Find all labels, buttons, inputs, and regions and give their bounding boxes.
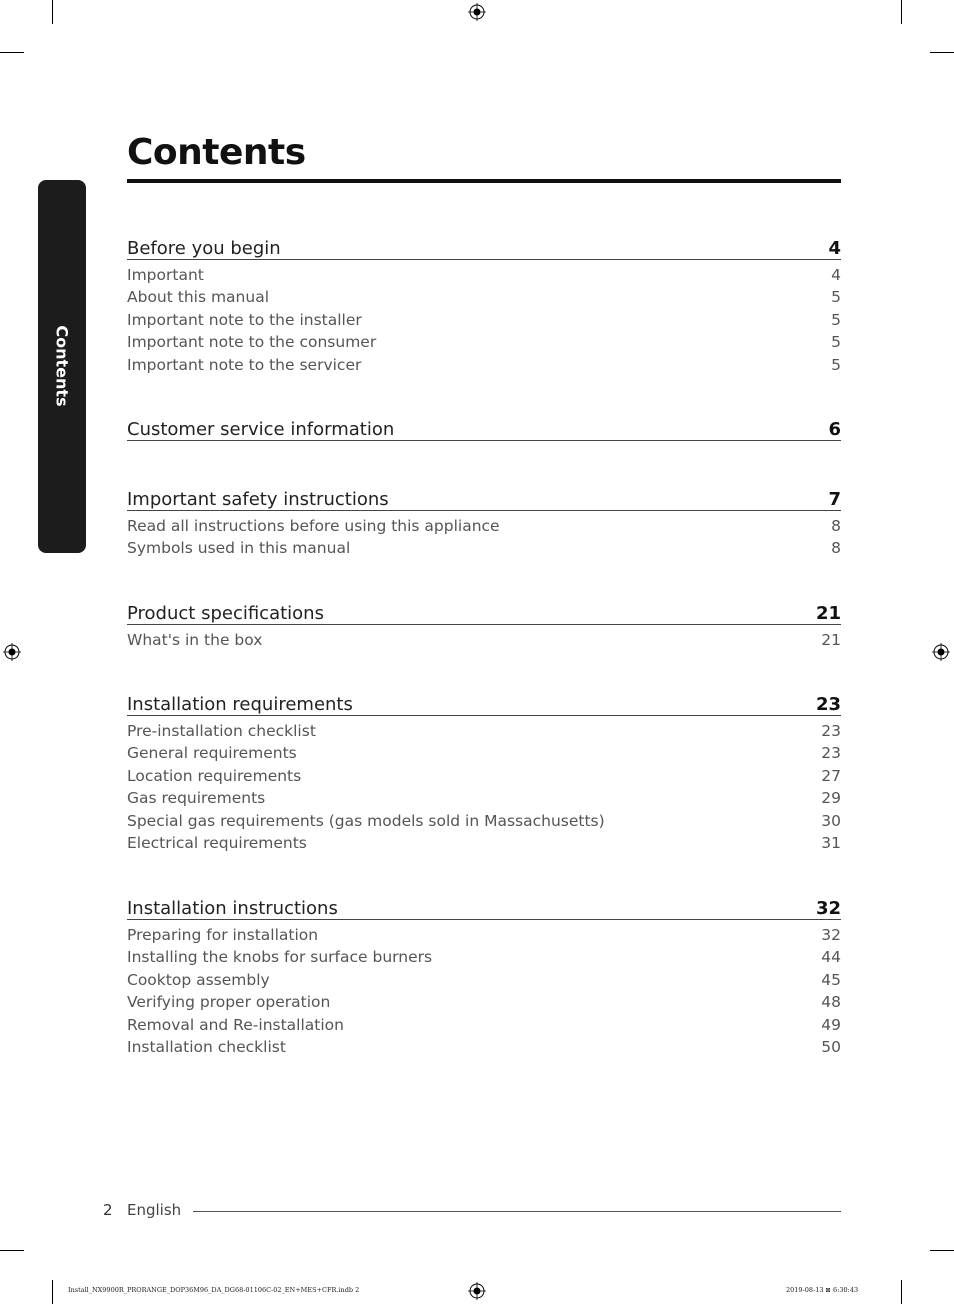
footer-page-number: 2: [103, 1201, 113, 1219]
toc-entry[interactable]: [127, 742, 841, 764]
registration-mark-icon: [468, 3, 486, 21]
entry-page: 5: [831, 288, 841, 307]
section-title: Important safety instructions: [127, 489, 389, 510]
entry-page: 29: [821, 789, 841, 808]
entry-label: About this manual: [127, 288, 270, 307]
toc-section-heading[interactable]: [127, 596, 841, 625]
toc-entry[interactable]: [127, 537, 841, 559]
crop-mark: [901, 0, 902, 24]
crop-mark: [0, 1250, 24, 1251]
entry-page: 44: [821, 948, 841, 967]
section-title: Installation requirements: [127, 694, 353, 715]
section-title: Installation instructions: [127, 898, 338, 919]
entry-label: Installing the knobs for surface burners: [127, 948, 433, 967]
entry-label: Verifying proper operation: [127, 993, 331, 1012]
entry-page: 21: [821, 631, 841, 649]
entry-label: Electrical requirements: [127, 833, 307, 852]
toc-entry[interactable]: [127, 969, 841, 991]
toc-entry[interactable]: [127, 331, 841, 353]
toc-section-heading[interactable]: [127, 231, 841, 260]
entry-label: Important note to the consumer: [127, 333, 377, 352]
entry-label: General requirements: [127, 744, 297, 763]
entry-label: Important note to the installer: [127, 310, 362, 329]
entry-label: Symbols used in this manual: [127, 539, 351, 558]
entry-page: 31: [821, 833, 841, 852]
crop-mark: [901, 1280, 902, 1304]
entry-label: Important: [127, 266, 204, 284]
footer-language: English: [127, 1201, 182, 1219]
entry-label: Installation checklist: [127, 1037, 286, 1056]
print-slug-file: Install_NX9900R_PRORANGE_DOP36M96_DA_DG68-01106C-02_EN+MES+CFR.indb 2: [68, 1286, 360, 1294]
toc-section-install-instructions: [127, 891, 841, 1058]
toc-section-heading[interactable]: [127, 687, 841, 716]
entry-page: 30: [821, 811, 841, 830]
toc-entry[interactable]: [127, 924, 841, 946]
entry-page: 50: [821, 1037, 841, 1056]
entry-page: 5: [831, 333, 841, 352]
toc-entry[interactable]: [127, 309, 841, 331]
entry-page: 5: [831, 310, 841, 329]
toc-entry[interactable]: [127, 832, 841, 854]
entry-label: Read all instructions before using this appliance: [127, 517, 500, 535]
entry-page: 32: [821, 926, 841, 944]
section-page: 6: [828, 419, 841, 440]
toc-entry[interactable]: [127, 629, 841, 651]
entry-label: Removal and Re-installation: [127, 1015, 344, 1034]
toc-section-install-requirements: [127, 687, 841, 854]
crop-mark: [52, 1280, 53, 1304]
toc-entry[interactable]: [127, 515, 841, 537]
entry-page: 4: [831, 266, 841, 284]
page-title: Contents: [127, 132, 306, 173]
toc-section-heading[interactable]: [127, 891, 841, 920]
toc-section-before-you-begin: [127, 231, 841, 376]
entry-page: 27: [821, 766, 841, 785]
entry-label: Location requirements: [127, 766, 302, 785]
toc-section-heading[interactable]: [127, 412, 841, 441]
entry-page: 5: [831, 355, 841, 374]
entry-label: Preparing for installation: [127, 926, 319, 944]
section-page: 21: [815, 603, 841, 624]
toc-section-product-specs: [127, 596, 841, 651]
entry-label: Cooktop assembly: [127, 970, 270, 989]
toc-entry[interactable]: [127, 1036, 841, 1058]
registration-mark-icon: [468, 1282, 486, 1300]
section-title: Before you begin: [127, 238, 281, 259]
toc-section-safety: [127, 482, 841, 560]
registration-mark-icon: [3, 643, 21, 661]
toc-section-heading[interactable]: [127, 482, 841, 511]
toc-entry[interactable]: [127, 946, 841, 968]
entry-label: Important note to the servicer: [127, 355, 362, 374]
crop-mark: [52, 0, 53, 24]
side-tab: [38, 180, 86, 553]
toc-entry[interactable]: [127, 765, 841, 787]
section-title: Customer service information: [127, 419, 395, 440]
entry-label: Gas requirements: [127, 789, 266, 808]
toc-entry[interactable]: [127, 1014, 841, 1036]
entry-page: 48: [821, 993, 841, 1012]
footer-rule: [193, 1211, 841, 1212]
section-page: 32: [815, 898, 841, 919]
toc-entry[interactable]: [127, 991, 841, 1013]
crop-mark: [930, 52, 954, 53]
entry-page: 45: [821, 970, 841, 989]
toc-entry[interactable]: [127, 286, 841, 308]
title-rule: [127, 179, 841, 183]
section-page: 4: [828, 238, 841, 259]
entry-label: Special gas requirements (gas models sold in Massachusetts): [127, 811, 605, 830]
entry-page: 8: [831, 539, 841, 558]
crop-mark: [930, 1250, 954, 1251]
toc-entry[interactable]: [127, 787, 841, 809]
entry-label: Pre-installation checklist: [127, 722, 316, 740]
toc-entry[interactable]: [127, 264, 841, 286]
toc-entry[interactable]: [127, 354, 841, 376]
crop-mark: [0, 52, 24, 53]
section-title: Product specifications: [127, 603, 324, 624]
entry-label: What's in the box: [127, 631, 263, 649]
section-page: 23: [815, 694, 841, 715]
registration-mark-icon: [932, 643, 950, 661]
entry-page: 23: [821, 744, 841, 763]
entry-page: 23: [821, 722, 841, 740]
toc-entry[interactable]: [127, 720, 841, 742]
print-slug-timestamp: 2019-08-13 ⊠ 6:30:43: [786, 1286, 859, 1294]
toc-section-customer-service: [127, 412, 841, 441]
entry-page: 49: [821, 1015, 841, 1034]
toc-entry[interactable]: [127, 810, 841, 832]
entry-page: 8: [831, 517, 841, 535]
side-tab-label: Contents: [52, 325, 72, 407]
section-page: 7: [828, 489, 841, 510]
